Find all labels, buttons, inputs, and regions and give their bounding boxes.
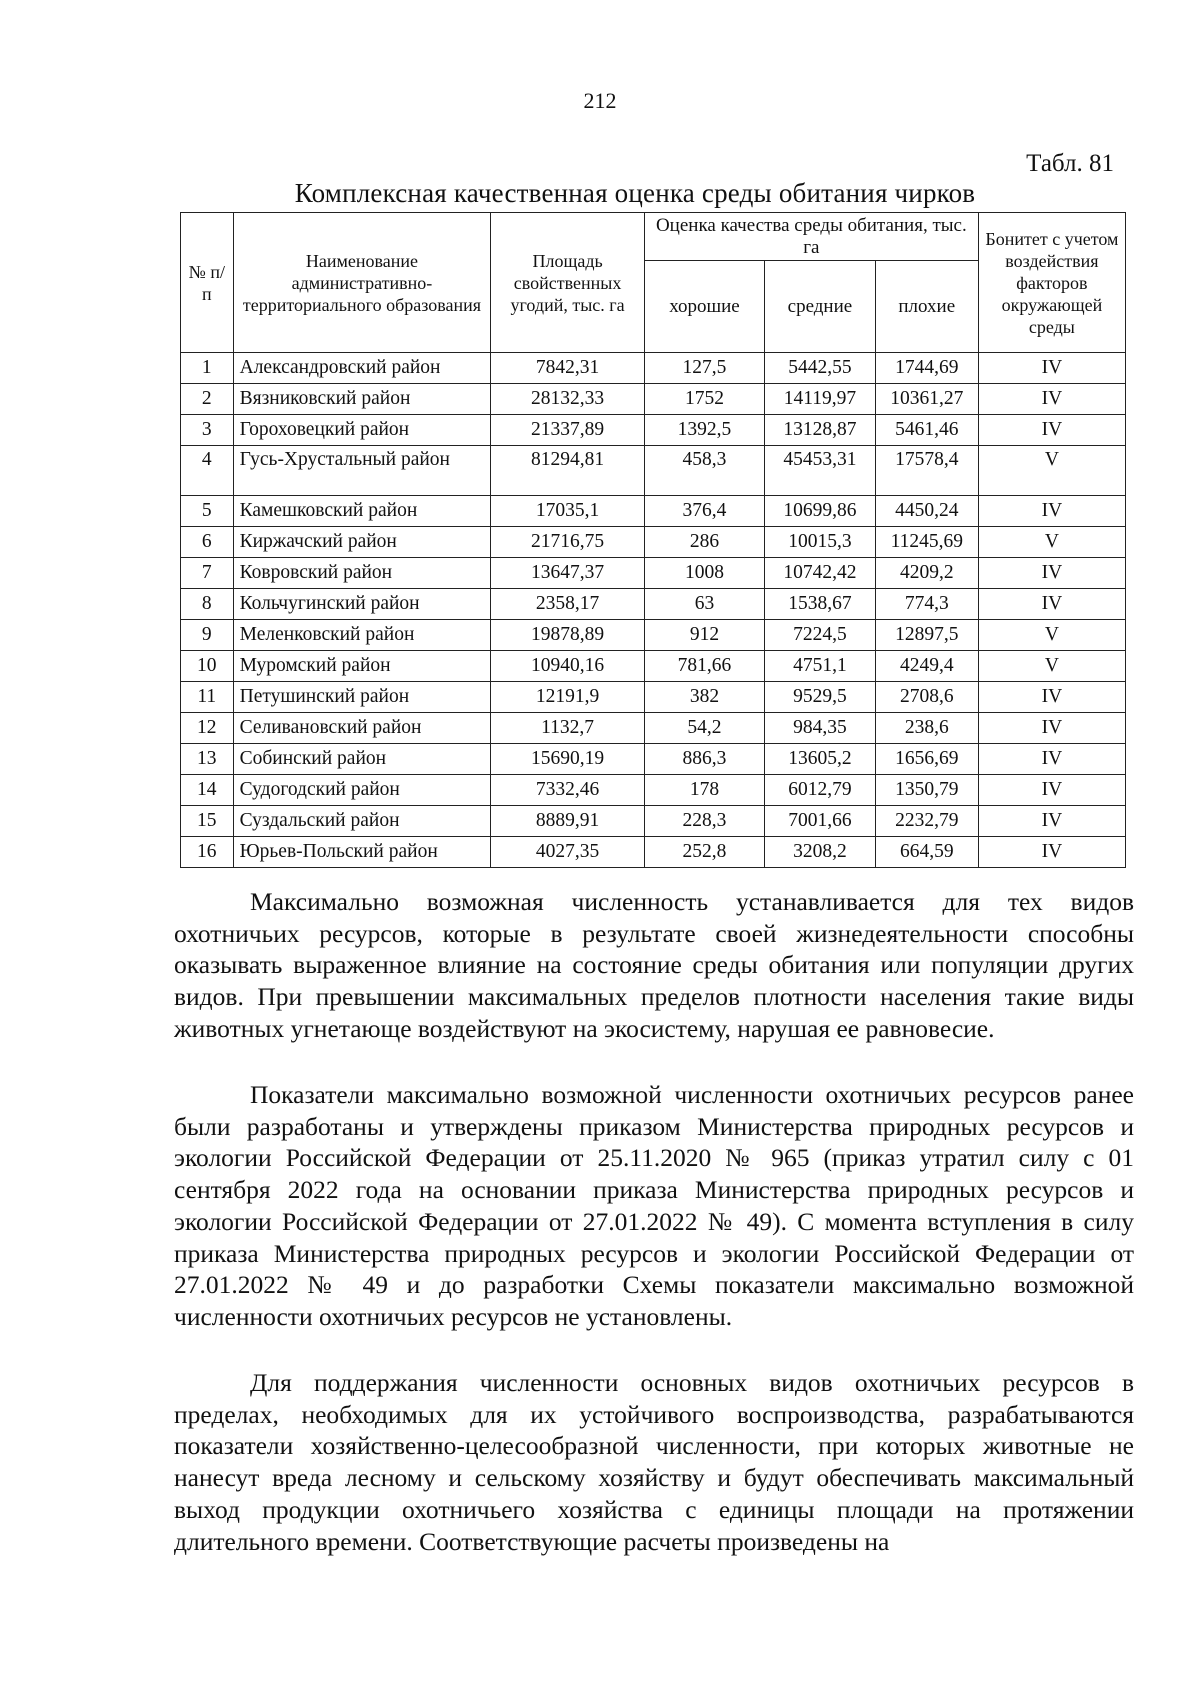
medium-value: 10742,42 (765, 558, 876, 589)
area-value: 21716,75 (491, 527, 645, 558)
medium-value: 10015,3 (765, 527, 876, 558)
district-name: Судогодский район (233, 775, 491, 806)
medium-value: 7001,66 (765, 806, 876, 837)
district-name: Ковровский район (233, 558, 491, 589)
bad-value: 238,6 (875, 713, 978, 744)
header-num: № п/п (181, 213, 234, 353)
district-name: Собинский район (233, 744, 491, 775)
medium-value: 6012,79 (765, 775, 876, 806)
row-number: 4 (181, 446, 234, 496)
area-value: 81294,81 (491, 446, 645, 496)
district-name: Вязниковский район (233, 384, 491, 415)
bad-value: 11245,69 (875, 527, 978, 558)
district-name: Меленковский район (233, 620, 491, 651)
bad-value: 12897,5 (875, 620, 978, 651)
bad-value: 4450,24 (875, 496, 978, 527)
row-number: 9 (181, 620, 234, 651)
medium-value: 984,35 (765, 713, 876, 744)
table-row (181, 353, 1126, 384)
district-name: Петушинский район (233, 682, 491, 713)
medium-value: 5442,55 (765, 353, 876, 384)
row-number: 8 (181, 589, 234, 620)
bonitet-value: IV (978, 775, 1125, 806)
bonitet-value: IV (978, 496, 1125, 527)
good-value: 458,3 (644, 446, 764, 496)
district-name: Гусь-Хрустальный район (233, 446, 491, 496)
bad-value: 17578,4 (875, 446, 978, 496)
table-row (181, 589, 1126, 620)
area-value: 1132,7 (491, 713, 645, 744)
row-number: 6 (181, 527, 234, 558)
good-value: 54,2 (644, 713, 764, 744)
district-name: Кольчугинский район (233, 589, 491, 620)
row-number: 2 (181, 384, 234, 415)
page-number: 212 (583, 88, 617, 113)
table-row (181, 527, 1126, 558)
row-number: 5 (181, 496, 234, 527)
bonitet-value: IV (978, 415, 1125, 446)
table-row (181, 415, 1126, 446)
bad-value: 10361,27 (875, 384, 978, 415)
district-name: Гороховецкий район (233, 415, 491, 446)
good-value: 252,8 (644, 837, 764, 868)
good-value: 178 (644, 775, 764, 806)
good-value: 1008 (644, 558, 764, 589)
bad-value: 2708,6 (875, 682, 978, 713)
district-name: Камешковский район (233, 496, 491, 527)
medium-value: 1538,67 (765, 589, 876, 620)
row-number: 3 (181, 415, 234, 446)
bad-value: 4209,2 (875, 558, 978, 589)
table-row (181, 620, 1126, 651)
medium-value: 3208,2 (765, 837, 876, 868)
area-value: 21337,89 (491, 415, 645, 446)
table-row (181, 651, 1126, 682)
district-name: Юрьев-Польский район (233, 837, 491, 868)
row-number: 14 (181, 775, 234, 806)
bonitet-value: IV (978, 713, 1125, 744)
row-number: 13 (181, 744, 234, 775)
paragraph-text: Максимально возможная численность устанавливается для тех видов охотничьих ресурсов, которые в результате своей жизнедеятельности способны оказывать выраженное влияние на состояние среды обитания или популяции других видов. При превышении максимальных пределов плотности населения такие виды животных угнетающе воздействуют на экосистему, нарушая ее равновесие. (174, 887, 1134, 1043)
bonitet-value: IV (978, 682, 1125, 713)
table-row (181, 806, 1126, 837)
header-bad: плохие (875, 261, 978, 353)
medium-value: 10699,86 (765, 496, 876, 527)
area-value: 4027,35 (491, 837, 645, 868)
good-value: 886,3 (644, 744, 764, 775)
good-value: 382 (644, 682, 764, 713)
bad-value: 2232,79 (875, 806, 978, 837)
area-value: 2358,17 (491, 589, 645, 620)
table-row (181, 446, 1126, 496)
table-row (181, 837, 1126, 868)
row-number: 12 (181, 713, 234, 744)
area-value: 15690,19 (491, 744, 645, 775)
table-label: Табл. 81 (1026, 150, 1114, 177)
header-good: хорошие (644, 261, 764, 353)
table-row (181, 713, 1126, 744)
district-name: Суздальский район (233, 806, 491, 837)
bonitet-value: IV (978, 558, 1125, 589)
habitat-assessment-table (180, 212, 1126, 868)
good-value: 286 (644, 527, 764, 558)
table-row (181, 384, 1126, 415)
table-row (181, 558, 1126, 589)
paragraph-max-population (174, 886, 1134, 1045)
bonitet-value: IV (978, 837, 1125, 868)
medium-value: 9529,5 (765, 682, 876, 713)
good-value: 63 (644, 589, 764, 620)
good-value: 127,5 (644, 353, 764, 384)
area-value: 13647,37 (491, 558, 645, 589)
bad-value: 774,3 (875, 589, 978, 620)
row-number: 1 (181, 353, 234, 384)
good-value: 1392,5 (644, 415, 764, 446)
bad-value: 5461,46 (875, 415, 978, 446)
table-row (181, 744, 1126, 775)
bonitet-value: IV (978, 384, 1125, 415)
area-value: 19878,89 (491, 620, 645, 651)
header-quality-group: Оценка качества среды обитания, тыс. га (644, 213, 978, 261)
area-value: 10940,16 (491, 651, 645, 682)
bonitet-value: IV (978, 353, 1125, 384)
medium-value: 13605,2 (765, 744, 876, 775)
header-name: Наименование административно-территориального образования (233, 213, 491, 353)
header-medium: средние (765, 261, 876, 353)
table-row (181, 775, 1126, 806)
bonitet-value: V (978, 620, 1125, 651)
bad-value: 664,59 (875, 837, 978, 868)
medium-value: 7224,5 (765, 620, 876, 651)
area-value: 7332,46 (491, 775, 645, 806)
table-title: Комплексная качественная оценка среды обитания чирков (294, 178, 976, 208)
good-value: 376,4 (644, 496, 764, 527)
paragraph-text: Для поддержания численности основных видов охотничьих ресурсов в пределах, необходимых для их устойчивого воспроизводства, разрабатываются показатели хозяйственно-целесообразной численности, при которых животные не нанесут вреда лесному и сельскому хозяйству и будут обеспечивать максимальный выход продукции охотничьего хозяйства с единицы площади на протяжении длительного времени. Соответствующие расчеты произведены на (174, 1368, 1134, 1556)
bonitet-value: IV (978, 589, 1125, 620)
table-row (181, 682, 1126, 713)
area-value: 28132,33 (491, 384, 645, 415)
paragraph-text: Показатели максимально возможной численности охотничьих ресурсов ранее были разработаны и утверждены приказом Министерства природных ресурсов и экологии Российской Федерации от 25.11.2020 № 965 (приказ утратил силу с 01 сентября 2022 года на основании приказа Министерства природных ресурсов и экологии Российской Федерации от 27.01.2022 № 49). С момента вступления в силу приказа Министерства природных ресурсов и экологии Российской Федерации от 27.01.2022 № 49 и до разработки Схемы показатели максимально возможной численности охотничьих ресурсов не установлены. (174, 1080, 1134, 1331)
row-number: 15 (181, 806, 234, 837)
district-name: Киржачский район (233, 527, 491, 558)
bonitet-value: V (978, 446, 1125, 496)
district-name: Муромский район (233, 651, 491, 682)
bonitet-value: IV (978, 806, 1125, 837)
medium-value: 45453,31 (765, 446, 876, 496)
row-number: 10 (181, 651, 234, 682)
table-body (181, 353, 1126, 868)
bad-value: 1744,69 (875, 353, 978, 384)
medium-value: 4751,1 (765, 651, 876, 682)
area-value: 12191,9 (491, 682, 645, 713)
paragraph-economic-population (174, 1367, 1134, 1557)
header-bonitet: Бонитет с учетом воздействия факторов окружающей среды (978, 213, 1125, 353)
bonitet-value: V (978, 527, 1125, 558)
bonitet-value: IV (978, 744, 1125, 775)
row-number: 16 (181, 837, 234, 868)
good-value: 781,66 (644, 651, 764, 682)
district-name: Селивановский район (233, 713, 491, 744)
good-value: 1752 (644, 384, 764, 415)
table-row (181, 496, 1126, 527)
row-number: 11 (181, 682, 234, 713)
area-value: 7842,31 (491, 353, 645, 384)
bad-value: 4249,4 (875, 651, 978, 682)
bonitet-value: V (978, 651, 1125, 682)
bad-value: 1350,79 (875, 775, 978, 806)
area-value: 8889,91 (491, 806, 645, 837)
bad-value: 1656,69 (875, 744, 978, 775)
paragraph-indicators-history (174, 1079, 1134, 1333)
row-number: 7 (181, 558, 234, 589)
medium-value: 13128,87 (765, 415, 876, 446)
district-name: Александровский район (233, 353, 491, 384)
header-area: Площадь свойственных угодий, тыс. га (491, 213, 645, 353)
medium-value: 14119,97 (765, 384, 876, 415)
area-value: 17035,1 (491, 496, 645, 527)
good-value: 912 (644, 620, 764, 651)
good-value: 228,3 (644, 806, 764, 837)
